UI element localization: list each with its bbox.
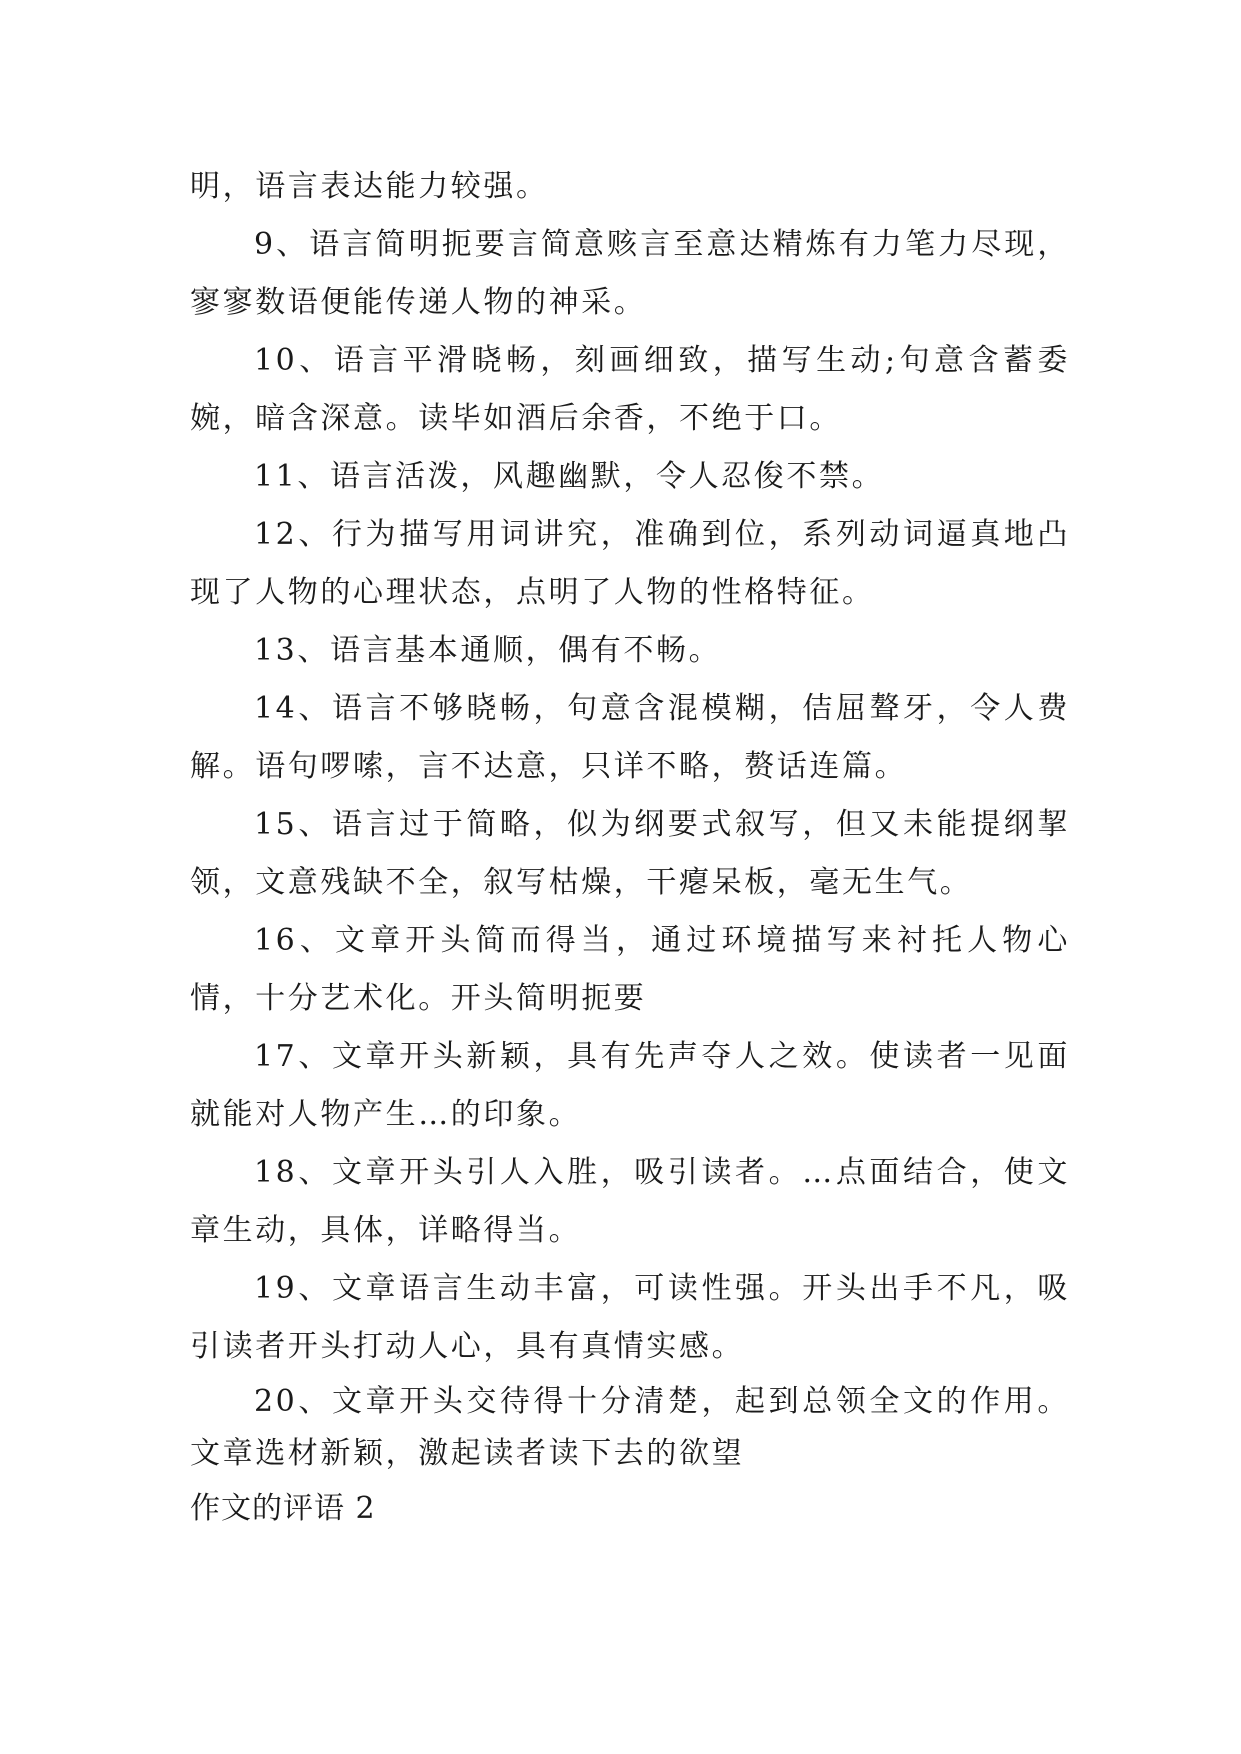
paragraph-9: 9、语言简明扼要言简意赅言至意达精炼有力笔力尽现，寥寥数语便能传递人物的神采。: [190, 227, 1070, 320]
document-page: [190, 158, 1070, 1538]
paragraph-18: 18、文章开头引人入胜，吸引读者。…点面结合，使文章生动，具体，详略得当。: [190, 1155, 1070, 1248]
paragraph-12: 12、行为描写用词讲究，准确到位，系列动词逼真地凸现了人物的心理状态，点明了人物的性格特征。: [190, 517, 1070, 610]
paragraph-20: 20、文章开头交待得十分清楚，起到总领全文的作用。文章选材新颖，激起读者读下去的欲望: [190, 1384, 1070, 1471]
paragraph-continuation: 明，语言表达能力较强。: [190, 169, 549, 204]
paragraph-13: 13、语言基本通顺，偶有不畅。: [254, 633, 722, 668]
paragraph-19: 19、文章语言生动丰富，可读性强。开头出手不凡，吸引读者开头打动人心，具有真情实感。: [190, 1271, 1070, 1364]
paragraph-16: 16、文章开头简而得当，通过环境描写来衬托人物心情，十分艺术化。开头简明扼要: [190, 923, 1070, 1016]
paragraph-14: 14、语言不够晓畅，句意含混模糊，佶屈聱牙，令人费解。语句啰嗦，言不达意，只详不略，赘话连篇。: [190, 691, 1070, 784]
paragraph-10: 10、语言平滑晓畅，刻画细致，描写生动;句意含蓄委婉，暗含深意。读毕如酒后余香，不绝于口。: [190, 343, 1070, 436]
section-heading: 作文的评语 2: [190, 1491, 376, 1526]
paragraph-15: 15、语言过于简略，似为纲要式叙写，但又未能提纲挈领，文意残缺不全，叙写枯燥，干瘪呆板，毫无生气。: [190, 807, 1070, 900]
paragraph-11: 11、语言活泼，风趣幽默，令人忍俊不禁。: [254, 459, 885, 494]
paragraph-17: 17、文章开头新颖，具有先声夺人之效。使读者一见面就能对人物产生…的印象。: [190, 1039, 1070, 1132]
